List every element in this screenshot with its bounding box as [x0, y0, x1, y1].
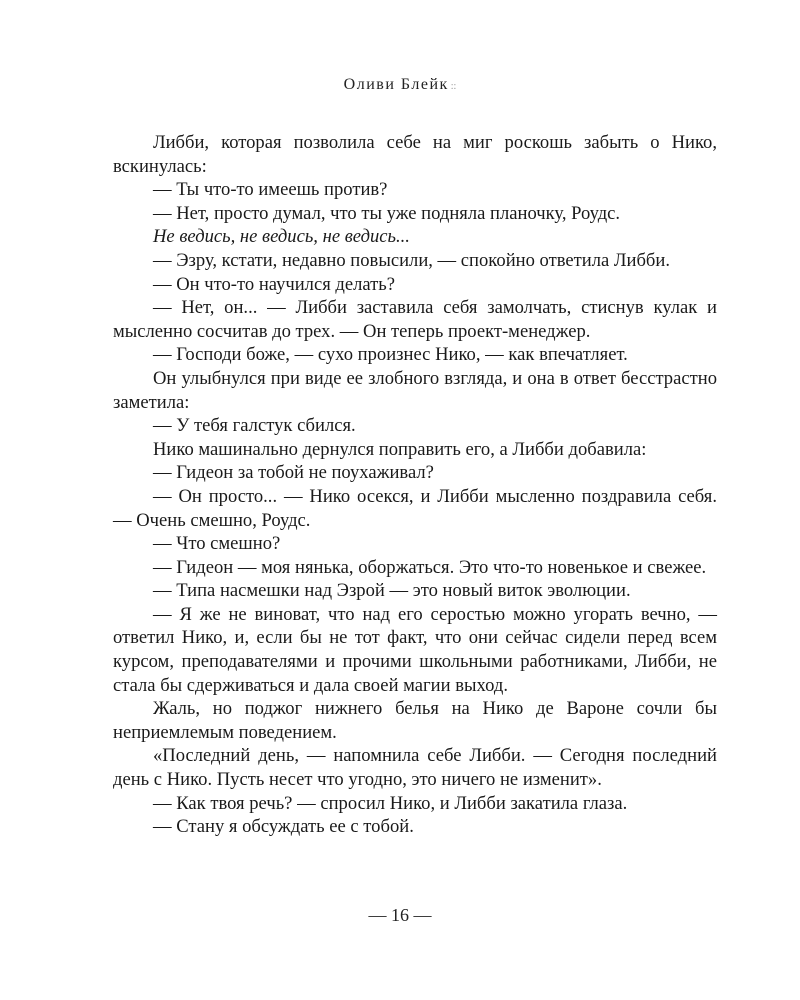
paragraph: — Он просто... — Нико осекся, и Либби мысленно поздравила себя. — Очень смешно, Роудс. [113, 485, 717, 531]
running-head-title: Оливи Блейк [343, 76, 449, 93]
paragraph: — Ты что-то имеешь против? [153, 179, 388, 201]
paragraph-italic: Не ведись, не ведись, не ведись... [153, 226, 410, 248]
paragraph: — Типа насмешки над Эзрой — это новый виток эволюции. [153, 580, 631, 602]
paragraph: — Господи боже, — сухо произнес Нико, — как впечатляет. [153, 344, 628, 366]
running-head-mark: :: [450, 81, 457, 92]
body-text [113, 131, 717, 839]
paragraph: Он улыбнулся при виде ее злобного взгляда, и она в ответ бесстрастно заметила: [113, 367, 717, 413]
paragraph: — Я же не виноват, что над его серостью можно угорать вечно, — ответил Нико, и, если бы не тот факт, что они сейчас сидели перед всем курсом, преподавателями и прочими школьными работниками, Либби, не стала бы сдерживаться и дала своей магии выход. [113, 603, 717, 696]
paragraph: — Стану я обсуждать ее с тобой. [153, 816, 414, 838]
paragraph: — Эзру, кстати, недавно повысили, — спокойно ответила Либби. [153, 249, 670, 271]
paragraph: — Нет, он... — Либби заставила себя замолчать, стиснув кулак и мысленно сосчитав до трех. — Он теперь проект-менеджер. [113, 297, 717, 342]
paragraph: — Как твоя речь? — спросил Нико, и Либби закатила глаза. [153, 792, 628, 814]
running-head [0, 76, 800, 94]
paragraph: — Нет, просто думал, что ты уже подняла планочку, Роудс. [153, 202, 621, 224]
page-number: — 16 — [368, 905, 432, 925]
paragraph: — Что смешно? [153, 533, 281, 555]
paragraph: Жаль, но поджог нижнего белья на Нико де Вароне сочли бы неприемлемым поведением. [113, 698, 717, 743]
paragraph: Либби, которая позволила себе на миг роскошь забыть о Нико, вскинулась: [113, 132, 717, 177]
paragraph: Нико машинально дернулся поправить его, а Либби добавила: [153, 438, 647, 460]
paragraph: — Он что-то научился делать? [153, 273, 396, 295]
paragraph: — Гидеон — моя нянька, оборжаться. Это что-то новенькое и свежее. [153, 556, 707, 578]
paragraph: — У тебя галстук сбился. [153, 415, 356, 437]
paragraph: «Последний день, — напомнила себе Либби. — Сегодня последний день с Нико. Пусть несет что угодно, это ничего не изменит». [113, 745, 717, 791]
paragraph: — Гидеон за тобой не поухаживал? [153, 462, 434, 484]
